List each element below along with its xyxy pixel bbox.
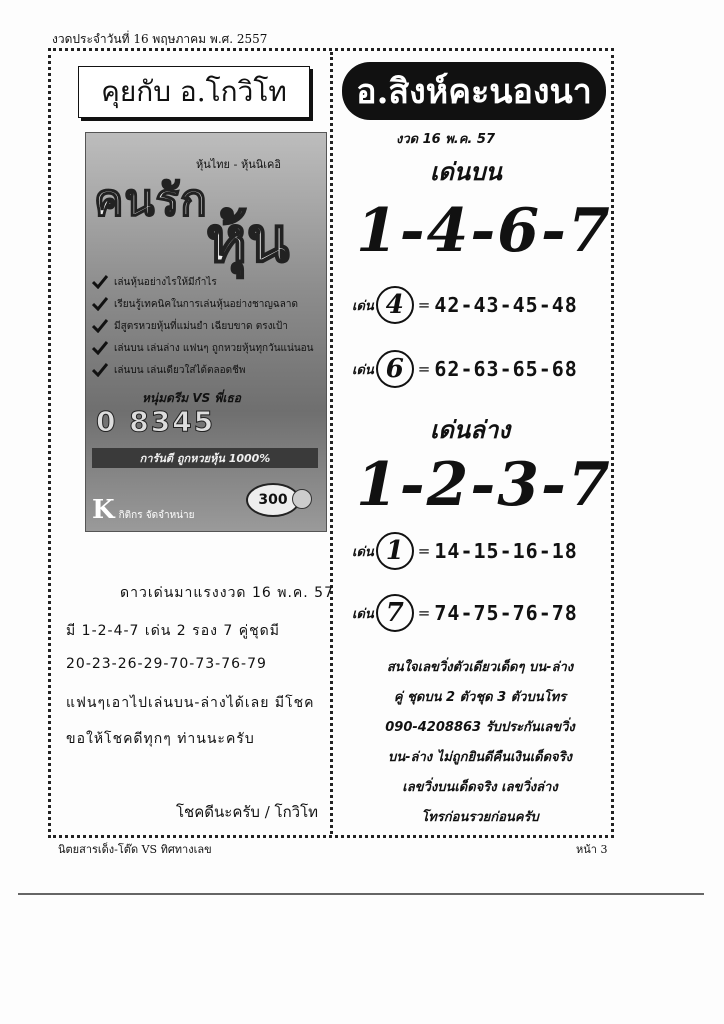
advert-feature-text: เล่นหุ้นอย่างไรให้มีกำไร — [114, 276, 217, 288]
author-signature: โชคดีนะครับ / โกวิโท — [176, 803, 319, 821]
circled-digit: 7 — [376, 594, 414, 632]
main-number-top: 1-4-6-7 — [356, 196, 612, 266]
advert-feature-text: มีสูตรหวยหุ้นที่แม่นยำ เฉียบขาด ตรงเป้า — [114, 320, 288, 332]
tip-line: มี 1-2-4-7 เด่น 2 รอง 7 คู่ชุดมี — [66, 623, 280, 639]
draw-date: งวด 16 พ.ค. 57 — [396, 132, 495, 147]
check-icon — [92, 319, 108, 333]
advert-subtitle: หุ้นไทย - หุ้นนิเคอิ — [196, 158, 281, 171]
publisher-logo — [92, 495, 195, 525]
advert-guarantee-banner: การันตี ถูกหวยหุ้น 1000% — [92, 448, 318, 468]
promo-line: เลขวิ่งบนเด็ดจริง เลขวิ่งล่าง — [402, 780, 558, 795]
row-label: เด่น — [352, 606, 374, 622]
footer-magazine-name: นิตยสารเด็ง-โต๊ด VS ทิศทางเลข — [58, 843, 212, 856]
circled-digit: 1 — [376, 532, 414, 570]
check-icon — [92, 275, 108, 289]
check-icon — [92, 341, 108, 355]
list-item — [92, 271, 322, 293]
bottom-rule — [18, 893, 704, 895]
page-number: หน้า 3 — [576, 843, 608, 856]
equals-sign: = — [417, 542, 431, 560]
promo-line: บน-ล่าง ไม่ถูกยินดีคืนเงินเด็ดจริง — [387, 750, 572, 765]
advert-feature-text: เล่นบน เล่นเดียวใส่ได้ตลอดชีพ — [114, 364, 246, 376]
advert-title-a: คนรัก — [94, 175, 208, 226]
publisher-name: กิติกร จัดจำหน่าย — [118, 510, 195, 521]
row-values: 14-15-16-18 — [434, 539, 578, 563]
section-heading-top: เด่นบน — [430, 157, 502, 186]
advert-book-cover — [85, 132, 327, 532]
column-title: คุยกับ อ.โกวิโท — [78, 66, 310, 118]
equals-sign: = — [417, 360, 431, 378]
check-icon — [92, 363, 108, 377]
promo-line: สนใจเลขวิ่งตัวเดียวเด็ดๆ บน-ล่าง — [386, 660, 574, 675]
advert-feature-text: เรียนรู้เทคนิคในการเล่นหุ้นอย่างชาญฉลาด — [114, 298, 298, 310]
price-badge: 300 — [246, 483, 300, 517]
list-item — [92, 359, 322, 381]
check-icon — [92, 297, 108, 311]
advert-feature-list — [92, 271, 322, 381]
coin-icon — [292, 489, 312, 509]
section-heading-bottom: เด่นล่าง — [430, 415, 511, 444]
row-label: เด่น — [352, 362, 374, 378]
promo-line: คู่ ชุดบน 2 ตัวชุด 3 ตัวบนโทร — [393, 690, 567, 705]
issue-date: งวดประจำวันที่ 16 พฤษภาคม พ.ศ. 2557 — [52, 32, 268, 46]
row-values: 74-75-76-78 — [434, 601, 578, 625]
advert-numbers: 0 8345 — [96, 405, 216, 438]
row-label: เด่น — [352, 298, 374, 314]
list-item — [92, 337, 322, 359]
row-label: เด่น — [352, 544, 374, 560]
tip-line: ดาวเด่นมาแรงงวด 16 พ.ค. 57 — [120, 585, 334, 601]
row-values: 62-63-65-68 — [434, 357, 578, 381]
highlight-row — [352, 286, 578, 324]
column-divider — [330, 52, 333, 834]
highlight-row — [352, 532, 578, 570]
list-item — [92, 315, 322, 337]
equals-sign: = — [417, 296, 431, 314]
tip-line: 20-23-26-29-70-73-76-79 — [66, 656, 267, 672]
advert-feature-text: เล่นบน เล่นล่าง แฟนๆ ถูกหวยหุ้นทุกวันแน่นอน — [114, 342, 314, 354]
promo-line: โทรก่อนรวยก่อนครับ — [421, 810, 539, 825]
list-item — [92, 293, 322, 315]
brand-banner: อ.สิงห์คะนองนา — [342, 62, 606, 120]
publisher-letter: K — [92, 495, 115, 525]
tip-line: ขอให้โชคดีทุกๆ ท่านนะครับ — [66, 731, 255, 747]
main-number-bottom: 1-2-3-7 — [356, 450, 612, 520]
row-values: 42-43-45-48 — [434, 293, 578, 317]
equals-sign: = — [417, 604, 431, 622]
promo-line: 090-4208863 รับประกันเลขวิ่ง — [385, 720, 575, 735]
advert-title-b: หุ้น — [206, 203, 290, 276]
circled-digit: 4 — [376, 286, 414, 324]
highlight-row — [352, 594, 578, 632]
advert-vs-line: หนุ่มดรีม VS พี่เธอ — [142, 391, 241, 405]
circled-digit: 6 — [376, 350, 414, 388]
tip-line: แฟนๆเอาไปเล่นบน-ล่างได้เลย มีโชค — [66, 695, 315, 711]
highlight-row — [352, 350, 578, 388]
